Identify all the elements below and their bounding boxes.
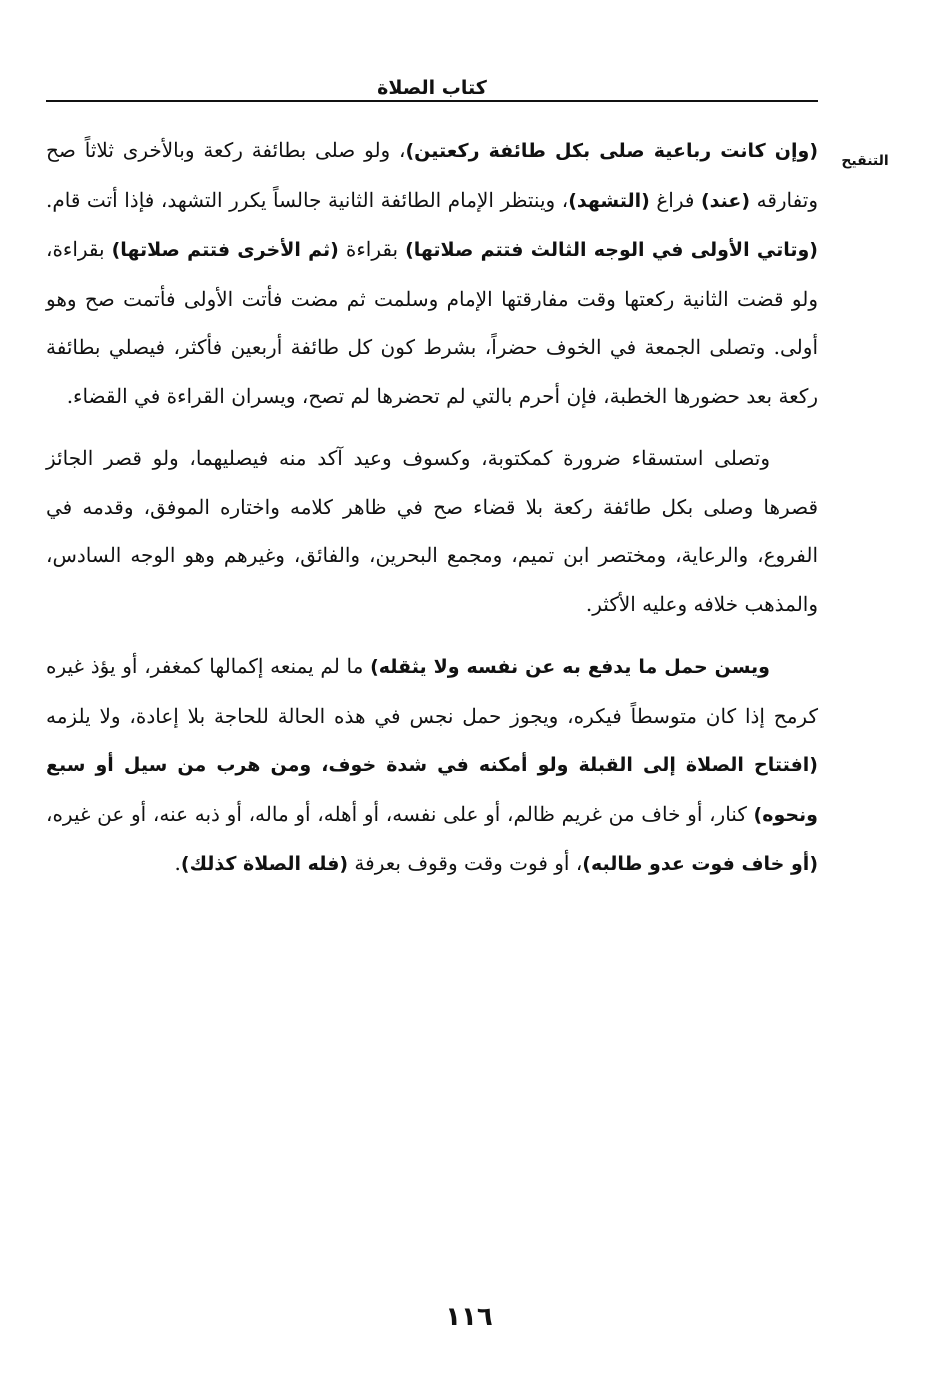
seg: (ثم الأخرى فتتم صلاتها)	[111, 239, 339, 261]
seg: (افتتاح الصلاة إلى القبلة ولو أمكنه في شدة خوف، ومن هرب من سيل أو سبع ونحوه)	[46, 754, 818, 826]
header-rule	[46, 100, 818, 102]
seg: (وإن كانت رباعية صلى بكل طائفة ركعتين)	[405, 140, 819, 162]
side-label: التنقيح	[841, 153, 889, 169]
seg: كنار، أو خاف من غريم ظالم، أو على نفسه، أو أهله، أو ماله، أو ذبه عنه، أو عن غيره،	[46, 801, 754, 826]
paragraph-3	[46, 642, 818, 889]
seg: ، وينتظر الإمام الطائفة الثانية جالساً يكرر التشهد، فإذا أتت قام.	[46, 187, 569, 212]
seg: بقراءة	[338, 237, 406, 261]
seg: وتصلى استسقاء ضرورة كمكتوبة، وكسوف وعيد آكد منه فيصليهما، ولو قصر الجائز قصرها وصلى بكل طائفة ركعة بلا قضاء صح في ظاهر كلامه واختاره الموفق، وقدمه في الفروع، والرعاية، ومختصر ابن تميم، ومجمع البحرين، والفائق، وغيرهم وهو الوجه السادس، والمذهب خلافه وعليه الأكثر.	[46, 446, 818, 616]
seg: .	[174, 851, 181, 875]
body-text	[46, 126, 818, 903]
paragraph-1	[46, 126, 818, 420]
seg: فراغ	[649, 187, 701, 212]
seg: (التشهد)	[568, 189, 650, 212]
seg: (أو خاف فوت عدو طالبه)	[582, 853, 818, 875]
page-number: ١١٦	[445, 1302, 493, 1332]
running-header: كتاب الصلاة	[377, 77, 487, 99]
seg: (فله الصلاة كذلك)	[180, 853, 349, 875]
seg: ويسن حمل ما يدفع به عن نفسه ولا يثقله)	[370, 656, 770, 678]
seg: ما لم يمنعه إكمالها كمغفر، أو يؤذ غيره كرمح إذا كان متوسطاً فيكره، ويجوز حمل نجس في هذه الحالة للحاجة بلا إعادة، ولا يلزمه	[46, 654, 818, 728]
seg: بقراءة، ولو قضت الثانية ركعتها وقت مفارقتها الإمام وسلمت ثم مضت فأتت الأولى فأتمت صح وهو أولى. وتصلى الجمعة في الخوف حضراً، بشرط كون كل طائفة أربعين فأكثر، فيصلي بطائفة ركعة بعد حضورها الخطبة، فإن أحرم بالتي لم تحضرها لم تصح، ويسران القراءة في القضاء.	[46, 237, 818, 408]
seg: (عند)	[701, 189, 751, 212]
seg: ، ولو صلى بطائفة ركعة وبالأخرى ثلاثاً صح وتفارقه	[46, 138, 818, 212]
paragraph-2	[46, 434, 818, 628]
seg: ، أو فوت وقت وقوف بعرفة	[348, 851, 583, 875]
seg: (وتاتي الأولى في الوجه الثالث فتتم صلاتها)	[405, 239, 818, 261]
